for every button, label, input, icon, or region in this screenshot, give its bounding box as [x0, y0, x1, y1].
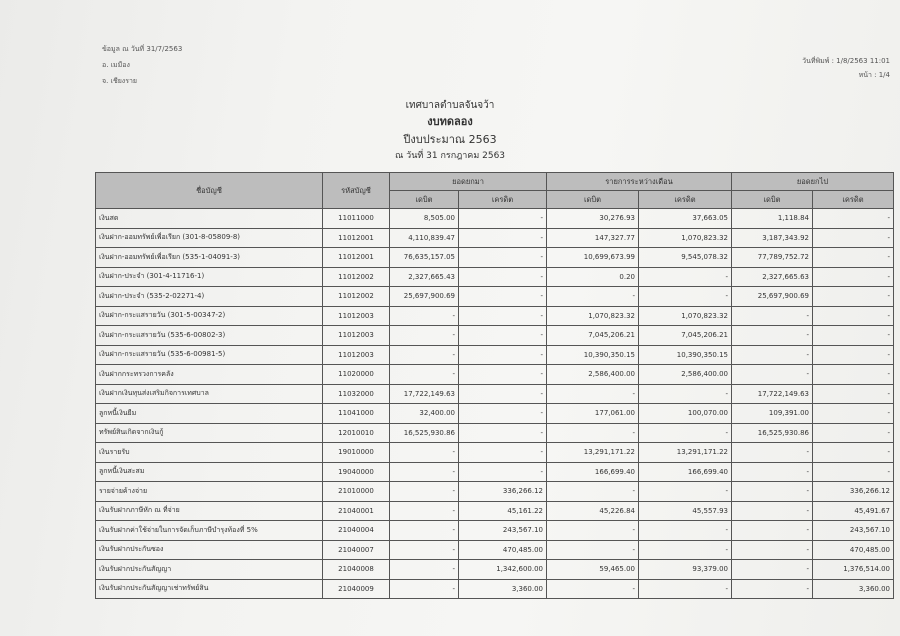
closing-credit-cell: - — [813, 209, 894, 229]
opening-debit-cell: 4,110,839.47 — [390, 228, 459, 248]
closing-credit-cell: - — [813, 306, 894, 326]
table-row — [96, 248, 894, 268]
opening-debit-cell: - — [390, 521, 459, 541]
account-name-cell: เงินรับฝากภาษีหัก ณ ที่จ่าย — [96, 501, 323, 521]
data-date: ข้อมูล ณ วันที่ 31/7/2563 — [102, 45, 183, 53]
closing-credit-cell: 470,485.00 — [813, 540, 894, 560]
account-code-cell: 21040001 — [323, 501, 390, 521]
opening-credit-cell: - — [459, 228, 547, 248]
closing-debit-cell: - — [732, 540, 813, 560]
account-code-cell: 11032000 — [323, 384, 390, 404]
month-debit-cell: 59,465.00 — [547, 560, 639, 580]
month-debit-cell: 147,327.77 — [547, 228, 639, 248]
account-name-cell: เงินฝาก-กระแสรายวัน (535-6-00981-5) — [96, 345, 323, 365]
header-account-name: ชื่อบัญชี — [96, 173, 323, 209]
table-row — [96, 482, 894, 502]
month-credit-cell: - — [639, 482, 732, 502]
header-credit: เครดิต — [639, 191, 732, 209]
table-row — [96, 579, 894, 599]
account-code-cell: 21010000 — [323, 482, 390, 502]
opening-credit-cell: - — [459, 443, 547, 463]
account-name-cell: ลูกหนี้เงินยืม — [96, 404, 323, 424]
account-name-cell: เงินสด — [96, 209, 323, 229]
organization-name: เทศบาลตำบลจันจว้า — [405, 100, 495, 111]
table-row — [96, 404, 894, 424]
account-code-cell: 11012003 — [323, 345, 390, 365]
report-title: งบทดลอง — [427, 115, 473, 128]
header-debit: เดบิต — [547, 191, 639, 209]
month-debit-cell: - — [547, 540, 639, 560]
print-date: วันที่พิมพ์ : 1/8/2563 11:01 — [802, 57, 890, 65]
opening-debit-cell: 16,525,930.86 — [390, 423, 459, 443]
closing-debit-cell: 1,118.84 — [732, 209, 813, 229]
account-code-cell: 11012002 — [323, 267, 390, 287]
opening-debit-cell: - — [390, 501, 459, 521]
account-code-cell: 11012001 — [323, 228, 390, 248]
closing-credit-cell: - — [813, 384, 894, 404]
month-credit-cell: - — [639, 579, 732, 599]
account-name-cell: เงินรับฝากประกันสัญญาเช่าทรัพย์สิน — [96, 579, 323, 599]
month-credit-cell: 7,045,206.21 — [639, 326, 732, 346]
header-account-code: รหัสบัญชี — [323, 173, 390, 209]
table-row — [96, 462, 894, 482]
closing-debit-cell: 109,391.00 — [732, 404, 813, 424]
month-credit-cell: 37,663.05 — [639, 209, 732, 229]
month-credit-cell: - — [639, 267, 732, 287]
table-row — [96, 501, 894, 521]
account-name-cell: เงินฝาก-กระแสรายวัน (301-5-00347-2) — [96, 306, 323, 326]
month-credit-cell: 13,291,171.22 — [639, 443, 732, 463]
closing-debit-cell: - — [732, 306, 813, 326]
closing-debit-cell: - — [732, 501, 813, 521]
table-row — [96, 267, 894, 287]
table-row — [96, 228, 894, 248]
opening-debit-cell: - — [390, 579, 459, 599]
opening-credit-cell: - — [459, 345, 547, 365]
month-credit-cell: 93,379.00 — [639, 560, 732, 580]
closing-credit-cell: 45,491.67 — [813, 501, 894, 521]
opening-credit-cell: - — [459, 462, 547, 482]
opening-credit-cell: - — [459, 404, 547, 424]
month-debit-cell: 10,699,673.99 — [547, 248, 639, 268]
opening-debit-cell: - — [390, 560, 459, 580]
closing-credit-cell: - — [813, 365, 894, 385]
table-row — [96, 365, 894, 385]
closing-credit-cell: - — [813, 228, 894, 248]
account-code-cell: 21040008 — [323, 560, 390, 580]
table-row — [96, 384, 894, 404]
closing-debit-cell: 77,789,752.72 — [732, 248, 813, 268]
table-body — [96, 209, 894, 599]
month-debit-cell: 30,276.93 — [547, 209, 639, 229]
closing-credit-cell: 243,567.10 — [813, 521, 894, 541]
opening-debit-cell: - — [390, 540, 459, 560]
month-debit-cell: 13,291,171.22 — [547, 443, 639, 463]
table-row — [96, 306, 894, 326]
opening-debit-cell: 32,400.00 — [390, 404, 459, 424]
month-debit-cell: 1,070,823.32 — [547, 306, 639, 326]
table-row — [96, 209, 894, 229]
account-name-cell: เงินรับฝากประกันสัญญา — [96, 560, 323, 580]
closing-credit-cell: - — [813, 326, 894, 346]
month-debit-cell: 45,226.84 — [547, 501, 639, 521]
header-credit: เครดิต — [813, 191, 894, 209]
closing-debit-cell: - — [732, 560, 813, 580]
table-row — [96, 443, 894, 463]
account-code-cell: 21040007 — [323, 540, 390, 560]
closing-debit-cell: - — [732, 579, 813, 599]
account-name-cell: เงินฝาก-ประจำ (535-2-02271-4) — [96, 287, 323, 307]
trial-balance-table — [95, 172, 894, 599]
opening-credit-cell: 45,161.22 — [459, 501, 547, 521]
table-row — [96, 560, 894, 580]
month-credit-cell: - — [639, 287, 732, 307]
opening-credit-cell: 470,485.00 — [459, 540, 547, 560]
opening-debit-cell: 8,505.00 — [390, 209, 459, 229]
opening-credit-cell: - — [459, 365, 547, 385]
opening-debit-cell: - — [390, 345, 459, 365]
opening-credit-cell: 243,567.10 — [459, 521, 547, 541]
opening-debit-cell: - — [390, 462, 459, 482]
month-credit-cell: 1,070,823.32 — [639, 228, 732, 248]
table-row — [96, 521, 894, 541]
table-row — [96, 326, 894, 346]
account-code-cell: 19010000 — [323, 443, 390, 463]
table-header-row-1 — [96, 173, 894, 191]
account-name-cell: เงินฝากกระทรวงการคลัง — [96, 365, 323, 385]
closing-credit-cell: - — [813, 404, 894, 424]
month-debit-cell: 177,061.00 — [547, 404, 639, 424]
opening-debit-cell: - — [390, 443, 459, 463]
closing-credit-cell: 336,266.12 — [813, 482, 894, 502]
header-opening-balance: ยอดยกมา — [390, 173, 547, 191]
month-debit-cell: 7,045,206.21 — [547, 326, 639, 346]
closing-debit-cell: 25,697,900.69 — [732, 287, 813, 307]
month-debit-cell: 10,390,350.15 — [547, 345, 639, 365]
account-name-cell: เงินรับฝากประกันซอง — [96, 540, 323, 560]
closing-credit-cell: 1,376,514.00 — [813, 560, 894, 580]
closing-debit-cell: - — [732, 521, 813, 541]
account-name-cell: เงินรับฝากค่าใช้จ่ายในการจัดเก็บภาษีบำรุงท้องที่ 5% — [96, 521, 323, 541]
opening-credit-cell: - — [459, 248, 547, 268]
closing-credit-cell: - — [813, 267, 894, 287]
closing-debit-cell: - — [732, 345, 813, 365]
month-credit-cell: - — [639, 423, 732, 443]
opening-credit-cell: 1,342,600.00 — [459, 560, 547, 580]
table-row — [96, 345, 894, 365]
opening-credit-cell: - — [459, 423, 547, 443]
header-debit: เดบิต — [732, 191, 813, 209]
opening-credit-cell: - — [459, 306, 547, 326]
account-code-cell: 21040009 — [323, 579, 390, 599]
account-name-cell: เงินฝาก-กระแสรายวัน (535-6-00802-3) — [96, 326, 323, 346]
table-row — [96, 540, 894, 560]
month-debit-cell: - — [547, 384, 639, 404]
closing-debit-cell: 16,525,930.86 — [732, 423, 813, 443]
table-row — [96, 287, 894, 307]
month-debit-cell: - — [547, 521, 639, 541]
account-code-cell: 11011000 — [323, 209, 390, 229]
closing-credit-cell: - — [813, 462, 894, 482]
closing-credit-cell: - — [813, 423, 894, 443]
opening-credit-cell: 3,360.00 — [459, 579, 547, 599]
table-row — [96, 423, 894, 443]
opening-debit-cell: - — [390, 365, 459, 385]
account-name-cell: เงินฝาก-ประจำ (301-4-11716-1) — [96, 267, 323, 287]
closing-debit-cell: 2,327,665.63 — [732, 267, 813, 287]
opening-debit-cell: 76,635,157.05 — [390, 248, 459, 268]
account-code-cell: 11012003 — [323, 326, 390, 346]
month-debit-cell: - — [547, 287, 639, 307]
account-name-cell: เงินรายรับ — [96, 443, 323, 463]
closing-debit-cell: 3,187,343.92 — [732, 228, 813, 248]
account-code-cell: 11041000 — [323, 404, 390, 424]
month-credit-cell: - — [639, 521, 732, 541]
month-credit-cell: 1,070,823.32 — [639, 306, 732, 326]
account-name-cell: รายจ่ายค้างจ่าย — [96, 482, 323, 502]
closing-credit-cell: - — [813, 287, 894, 307]
month-debit-cell: - — [547, 579, 639, 599]
opening-credit-cell: - — [459, 384, 547, 404]
month-credit-cell: 166,699.40 — [639, 462, 732, 482]
month-credit-cell: 45,557.93 — [639, 501, 732, 521]
account-code-cell: 19040000 — [323, 462, 390, 482]
closing-credit-cell: - — [813, 345, 894, 365]
closing-debit-cell: - — [732, 462, 813, 482]
closing-credit-cell: - — [813, 443, 894, 463]
closing-debit-cell: - — [732, 365, 813, 385]
opening-debit-cell: 25,697,900.69 — [390, 287, 459, 307]
province: จ. เชียงราย — [102, 77, 138, 85]
account-name-cell: ลูกหนี้เงินสะสม — [96, 462, 323, 482]
account-code-cell: 11012003 — [323, 306, 390, 326]
month-credit-cell: - — [639, 384, 732, 404]
closing-debit-cell: - — [732, 482, 813, 502]
district: อ. เมมือง — [102, 61, 130, 69]
header-debit: เดบิต — [390, 191, 459, 209]
month-credit-cell: 10,390,350.15 — [639, 345, 732, 365]
account-code-cell: 12010010 — [323, 423, 390, 443]
header-credit: เครดิต — [459, 191, 547, 209]
account-name-cell: เงินฝากเงินทุนส่งเสริมกิจการเทศบาล — [96, 384, 323, 404]
header-during-month: รายการระหว่างเดือน — [547, 173, 732, 191]
closing-debit-cell: 17,722,149.63 — [732, 384, 813, 404]
account-name-cell: เงินฝาก-ออมทรัพย์เพื่อเรียก (301-8-05809-8) — [96, 228, 323, 248]
account-name-cell: ทรัพย์สินเกิดจากเงินกู้ — [96, 423, 323, 443]
opening-debit-cell: - — [390, 482, 459, 502]
account-code-cell: 11012001 — [323, 248, 390, 268]
opening-debit-cell: - — [390, 306, 459, 326]
header-closing-balance: ยอดยกไป — [732, 173, 894, 191]
closing-debit-cell: - — [732, 326, 813, 346]
opening-credit-cell: - — [459, 209, 547, 229]
account-code-cell: 11012002 — [323, 287, 390, 307]
account-name-cell: เงินฝาก-ออมทรัพย์เพื่อเรียก (535-1-04091-3) — [96, 248, 323, 268]
month-credit-cell: 9,545,078.32 — [639, 248, 732, 268]
opening-credit-cell: - — [459, 267, 547, 287]
closing-credit-cell: - — [813, 248, 894, 268]
month-debit-cell: 0.20 — [547, 267, 639, 287]
page-number: หน้า : 1/4 — [858, 71, 890, 79]
month-debit-cell: 2,586,400.00 — [547, 365, 639, 385]
closing-debit-cell: - — [732, 443, 813, 463]
fiscal-year: ปีงบประมาณ 2563 — [403, 133, 497, 146]
closing-credit-cell: 3,360.00 — [813, 579, 894, 599]
month-debit-cell: - — [547, 482, 639, 502]
opening-credit-cell: - — [459, 287, 547, 307]
month-credit-cell: - — [639, 540, 732, 560]
opening-debit-cell: 17,722,149.63 — [390, 384, 459, 404]
opening-debit-cell: - — [390, 326, 459, 346]
opening-credit-cell: 336,266.12 — [459, 482, 547, 502]
month-debit-cell: 166,699.40 — [547, 462, 639, 482]
opening-credit-cell: - — [459, 326, 547, 346]
as-of-date: ณ วันที่ 31 กรกฎาคม 2563 — [394, 151, 506, 161]
account-code-cell: 21040004 — [323, 521, 390, 541]
opening-debit-cell: 2,327,665.43 — [390, 267, 459, 287]
month-credit-cell: 2,586,400.00 — [639, 365, 732, 385]
month-debit-cell: - — [547, 423, 639, 443]
month-credit-cell: 100,070.00 — [639, 404, 732, 424]
account-code-cell: 11020000 — [323, 365, 390, 385]
